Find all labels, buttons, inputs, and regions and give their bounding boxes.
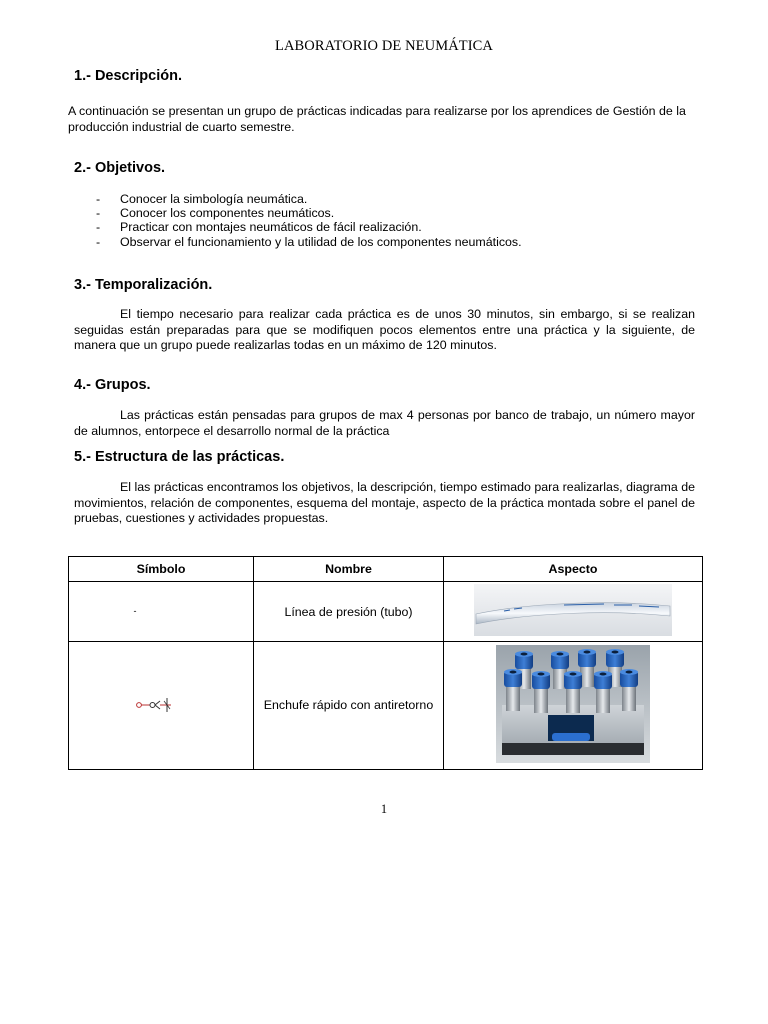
heading-grupos: 4.- Grupos.	[74, 377, 151, 393]
page-number: 1	[380, 802, 388, 816]
bullet-dash: -	[96, 192, 101, 206]
list-item	[96, 220, 522, 234]
name-cell: Enchufe rápido con antiretorno	[254, 641, 444, 769]
page-title: LABORATORIO DE NEUMÁTICA	[274, 38, 494, 54]
list-item	[96, 206, 522, 220]
table-header-row	[69, 557, 703, 582]
bullet-dash: -	[96, 206, 101, 221]
header-aspecto: Aspecto	[444, 557, 703, 582]
table-row	[69, 582, 703, 642]
header-nombre: Nombre	[254, 557, 444, 582]
list-item	[96, 235, 522, 249]
objectives-list	[96, 192, 522, 249]
temporalizacion-text: El tiempo necesario para realizar cada práctica es de unos 30 minutos, sin embargo, si se realizan seguidas están preparadas para que se modifiquen pocos elementos entre una práctica y la siguiente, de manera que un grupo puede realizarlas todas en un máximo de 120 minutos.	[74, 307, 695, 352]
symbol-cell	[69, 582, 254, 642]
components-table	[68, 556, 703, 770]
header-simbolo: Símbolo	[69, 557, 254, 582]
bullet-dash: -	[96, 220, 101, 235]
objective-text: Observar el funcionamiento y la utilidad de los componentes neumáticos.	[120, 234, 522, 249]
objective-text: Conocer la simbología neumática.	[120, 192, 308, 206]
heading-objetivos: 2.- Objetivos.	[74, 160, 166, 176]
aspect-cell	[444, 582, 703, 642]
descripcion-text: A continuación se presentan un grupo de prácticas indicadas para realizarse por los aprendices de Gestión de la producción industrial de cuarto semestre.	[68, 104, 686, 134]
bullet-dash: -	[96, 234, 101, 249]
heading-descripcion: 1.- Descripción.	[74, 68, 182, 84]
table-row	[69, 641, 703, 769]
pressure-line-symbol: -	[133, 605, 137, 616]
estructura-text: El las prácticas encontramos los objetivos, la descripción, tiempo estimado para realizarlas, diagrama de movimientos, relación de componentes, esquema del montaje, aspecto de la práctica montada sobre el panel de pruebas, cuestiones y actividades propuestas.	[74, 480, 695, 525]
check-valve-symbol-icon	[135, 695, 175, 718]
objective-text: Practicar con montajes neumáticos de fácil realización.	[120, 220, 422, 235]
grupos-text: Las prácticas están pensadas para grupos de max 4 personas por banco de trabajo, un número mayor de alumnos, entorpece el desarrollo normal de la práctica	[74, 408, 695, 438]
tube-photo-icon	[474, 584, 672, 636]
symbol-cell	[69, 641, 254, 769]
name-cell: Línea de presión (tubo)	[254, 582, 444, 642]
heading-temporalizacion: 3.- Temporalización.	[74, 277, 213, 293]
quick-connector-photo-icon	[496, 645, 650, 763]
heading-estructura: 5.- Estructura de las prácticas.	[74, 449, 285, 465]
list-item	[96, 192, 522, 206]
aspect-cell	[444, 641, 703, 769]
objective-text: Conocer los componentes neumáticos.	[120, 206, 335, 221]
